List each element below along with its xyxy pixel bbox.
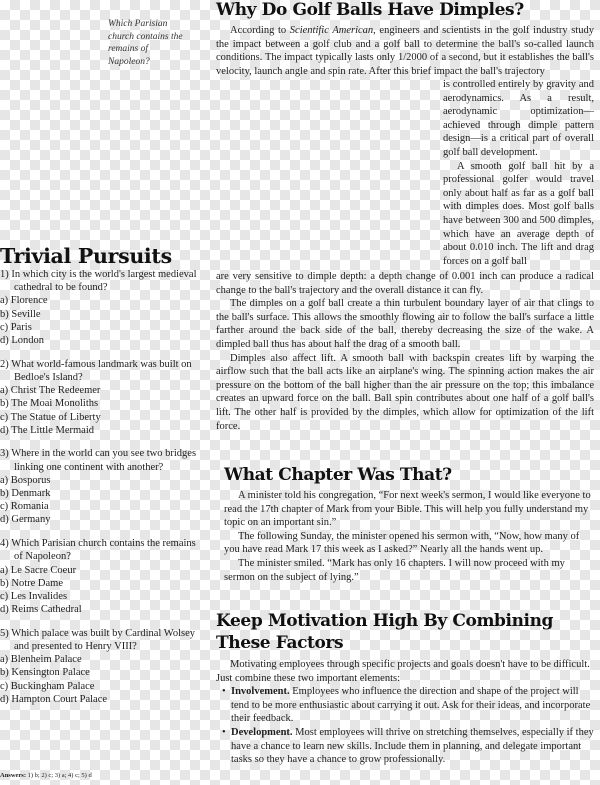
question-4 [0,537,200,616]
paragraph: The following Sunday, the minister opened his sermon with, “Now, how many of you have read Mark 17 this week as I asked?” Nearly all the hands went up. [224,530,580,556]
pull-quote: Which Parisian church contains the remains of Napoleon? [108,19,183,67]
answers-text: 1) b; 2) c; 3) a; 4) c; 5) d [27,772,92,779]
answer-option: a) Christ The Redeemer [0,385,101,397]
answer-option: c) Buckingham Palace [0,680,95,692]
answer-option: d) Germany [0,514,51,526]
paragraph: are very sensitive to dimple depth: a depth change of 0.001 inch can produce a radical change to the ball's trajectory and the overall distance it can fly. [216,271,594,296]
paragraph: Motivating employees through specific projects and goals doesn't have to be difficult. Just combine these two important elements: [216,659,590,684]
article-title-golf: Why Do Golf Balls Have Dimples? [216,0,524,20]
answer-option: c) The Statue of Liberty [0,411,101,423]
article-golf-intro [216,24,594,78]
bullet-icon: • [222,726,226,738]
question-text: 1) In which city is the world's largest medieval cathedral to be found? [0,269,197,294]
paragraph: According to Scientific American, engineers and scientists in the golf industry study the impact between a golf club and a golf ball to determine the ball's so-called launch conditions. The impact typically lasts only 1/2000 of a second, but it establishes the ball's velocity, launch angle and spin rate. After this brief impact the ball's trajectory [216,25,594,77]
answer-option: c) Les Invalides [0,590,68,602]
answers-label: Answers: [0,772,26,779]
answer-option: d) Hampton Court Palace [0,693,108,705]
article-golf-continued [216,270,594,433]
bullet-list [216,685,596,767]
question-1 [0,268,200,347]
bullet-icon: • [222,686,226,698]
question-text: 2) What world-famous landmark was built on Bedloe's Island? [0,358,192,383]
article-title-chapter: What Chapter Was That? [224,465,452,485]
paragraph: is controlled entirely by gravity and aerodynamics. As a result, aerodynamic optimization—achieved through dimple pattern design—is a critical part of overall golf ball development. [443,79,594,158]
answer-option: b) Seville [0,308,41,320]
paragraph: The minister smiled. “Mark has only 16 chapters. I will now proceed with my sermon on the subject of lying.” [224,557,565,583]
bullet-item: • Development. Most employees will thrive on stretching themselves, especially if they have a chance to learn new skills. Include them in planning, and delegate important tasks so they have a chance to grow professionally. [222,726,594,766]
answer-option: d) London [0,335,45,347]
answer-option: d) The Little Mermaid [0,424,94,436]
answer-option: b) Notre Dame [0,577,63,589]
answer-option: a) Bosporus [0,474,51,486]
answer-option: a) Blenheim Palace [0,654,82,666]
article-chapter-body [224,489,594,584]
question-text: 5) Which palace was built by Cardinal Wolsey and presented to Henry VIII? [0,627,196,653]
question-2 [0,358,200,437]
answer-option: a) Le Sacre Coeur [0,564,77,576]
answer-option: b) Kensington Palace [0,667,90,679]
paragraph: A minister told his congregation, “For next week's sermon, I would like everyone to read the 17th chapter of Mark from your Bible. This will help you fully understand my topic on an important sin.” [224,490,591,529]
paragraph: Dimples also affect lift. A smooth ball with backspin creates lift by warping the airflow such that the ball acts like an airplane's wing. The spinning action makes the air pressure on the bottom of the ball higher than the air pressure on the top; this imbalance creates an upward force on the ball. Ball spin contributes about one half of a golf ball's lift. The other half is provided by the dimples, which allow for optimization of the lift force. [216,352,594,432]
answer-option: d) Reims Cathedral [0,604,82,616]
paragraph: A smooth golf ball hit by a professional golfer would travel only about half as far as a golf ball with dimples does. Most golf balls have between 300 and 500 dimples, which have an average depth of about 0.010 inch. The lift and drag forces on a golf ball [443,160,594,267]
article-golf-narrow-column [443,78,594,268]
answer-option: b) Denmark [0,488,51,500]
question-text: 3) Where in the world can you see two bridges linking one continent with another? [0,448,197,473]
answer-option: c) Romania [0,501,49,513]
trivia-title: Trivial Pursuits [0,244,172,268]
question-text: 4) Which Parisian church contains the remains of Napoleon? [0,538,196,563]
paragraph: The dimples on a golf ball create a thin turbulent boundary layer of air that clings to the ball's surface. This allows the smoothly flowing air to follow the ball's surface a little farther around the back side of the ball, thereby decreasing the size of the wake. A dimpled ball thus has about half the drag of a smooth ball. [216,298,594,350]
answer-option: a) Florence [0,295,48,307]
answer-key [0,771,215,780]
source-name: Scientific American [289,25,374,36]
question-3 [0,447,200,526]
answer-option: c) Paris [0,321,32,333]
answer-option: b) The Moai Monoliths [0,398,99,410]
question-5 [0,627,200,706]
trivia-quiz [0,268,200,717]
article-motivation-body [216,658,596,767]
bullet-item: • Involvement. Employees who influence the direction and shape of the project will tend to be more enthusiastic about carrying it out. Ask for their ideas, and incorporate their feedback. [222,686,591,725]
article-title-motivation: Keep Motivation High By Combining These Factors [216,611,554,653]
